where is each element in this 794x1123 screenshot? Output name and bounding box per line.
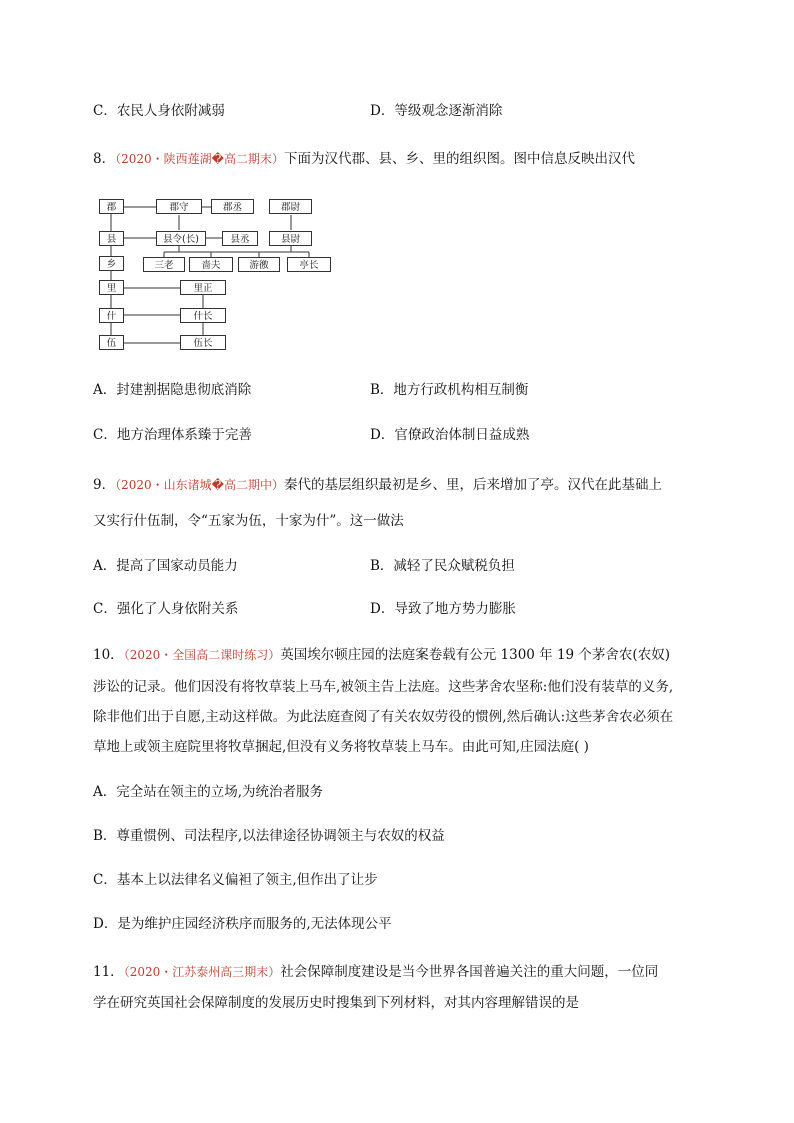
box-junwei: 郡尉 <box>269 199 312 214</box>
diagram-connectors <box>99 198 331 353</box>
q8-number: 8． <box>93 151 116 167</box>
q10-stem-line3: 除非他们出于自愿,主动这样做。为此法庭查阅了有关农奴劳役的惯例,然后确认:这些茅舍农必须在 <box>93 709 674 725</box>
q9-option-a: A．提高了国家动员能力 <box>93 558 238 574</box>
box-tingzhang: 亭长 <box>287 257 331 272</box>
q10-stem-line2: 涉讼的记录。他们因没有将牧草装上马车,被领主告上法庭。这些茅舍农坚称:他们没有装草的义务, <box>93 679 674 695</box>
box-junshou: 郡守 <box>156 199 202 214</box>
box-xian: 县 <box>99 231 124 246</box>
q8-option-c: C．地方治理体系臻于完善 <box>93 427 252 443</box>
box-juncheng: 郡丞 <box>211 199 254 214</box>
q8-stem-text: 下面为汉代郡、县、乡、里的组织图。图中信息反映出汉代 <box>283 151 635 167</box>
q9-stem-line2: 又实行什伍制，令“五家为伍，十家为什”。这一做法 <box>93 513 404 529</box>
q10-option-d: D．是为维护庄园经济秩序而服务的,无法体现公平 <box>93 916 392 932</box>
q7-option-c: C．农民人身依附减弱 <box>93 103 225 119</box>
q11-stem-line1 <box>93 962 658 982</box>
q9-stem-line1 <box>93 475 662 495</box>
box-youjiao: 游徼 <box>238 257 280 272</box>
q10-option-b: B．尊重惯例、司法程序,以法律途径协调领主与农奴的权益 <box>93 828 445 844</box>
box-lizheng: 里正 <box>180 280 226 295</box>
q10-option-c: C．基本上以法律名义偏袒了领主,但作出了让步 <box>93 872 378 888</box>
han-organization-diagram <box>99 198 331 353</box>
box-shizhang: 什长 <box>180 308 226 323</box>
box-jun: 郡 <box>99 199 124 214</box>
q10-stem-text1: 英国埃尔顿庄园的法庭案卷载有公元 1300 年 19 个茅舍农(农奴) <box>280 647 670 663</box>
q9-source: （2020・山东诸城�高二期中） <box>115 478 284 492</box>
q11-stem-text1: 社会保障制度建设是当今世界各国普遍关注的重大问题，一位同 <box>280 964 659 980</box>
box-sefu: 啬夫 <box>189 257 233 272</box>
q10-source: （2020・全国高二课时练习） <box>123 648 281 662</box>
q9-stem-text1: 秦代的基层组织最初是乡、里，后来增加了亭。汉代在此基础上 <box>283 477 662 493</box>
q10-number: 10． <box>93 647 124 663</box>
q9-number: 9． <box>93 477 116 493</box>
box-wuzhang: 伍长 <box>180 335 226 350</box>
box-xianwei: 县尉 <box>269 231 312 246</box>
q9-option-c: C．强化了人身依附关系 <box>93 601 239 617</box>
box-wu: 伍 <box>99 335 124 350</box>
q9-option-d: D．导致了地方势力膨胀 <box>370 601 516 617</box>
q11-source: （2020・江苏泰州高三期末） <box>123 965 281 979</box>
box-li: 里 <box>99 280 124 295</box>
q8-option-a: A．封建割据隐患彻底消除 <box>93 382 252 398</box>
q8-option-d: D．官僚政治体制日益成熟 <box>370 427 530 443</box>
box-xianling: 县令(长) <box>156 231 206 246</box>
q11-stem-line2: 学在研究英国社会保障制度的发展历史时搜集到下列材料，对其内容理解错误的是 <box>93 995 579 1011</box>
q8-stem <box>93 149 635 169</box>
q10-stem-line4: 草地上或领主庭院里将牧草捆起,但没有义务将牧草装上马车。由此可知,庄园法庭( ) <box>93 739 589 755</box>
q10-stem-line1 <box>93 645 670 665</box>
q9-option-b: B．减轻了民众赋税负担 <box>370 558 515 574</box>
q8-option-b: B．地方行政机构相互制衡 <box>370 382 529 398</box>
box-shi: 什 <box>99 308 124 323</box>
q8-source: （2020・陕西莲湖�高二期末） <box>115 152 284 166</box>
q10-option-a: A．完全站在领主的立场,为统治者服务 <box>93 784 324 800</box>
box-sanlao: 三老 <box>143 257 185 272</box>
q7-option-d: D．等级观念逐渐消除 <box>370 103 503 119</box>
box-xiang: 乡 <box>99 256 124 271</box>
q11-number: 11． <box>93 964 124 980</box>
box-xiancheng: 县丞 <box>222 231 258 246</box>
